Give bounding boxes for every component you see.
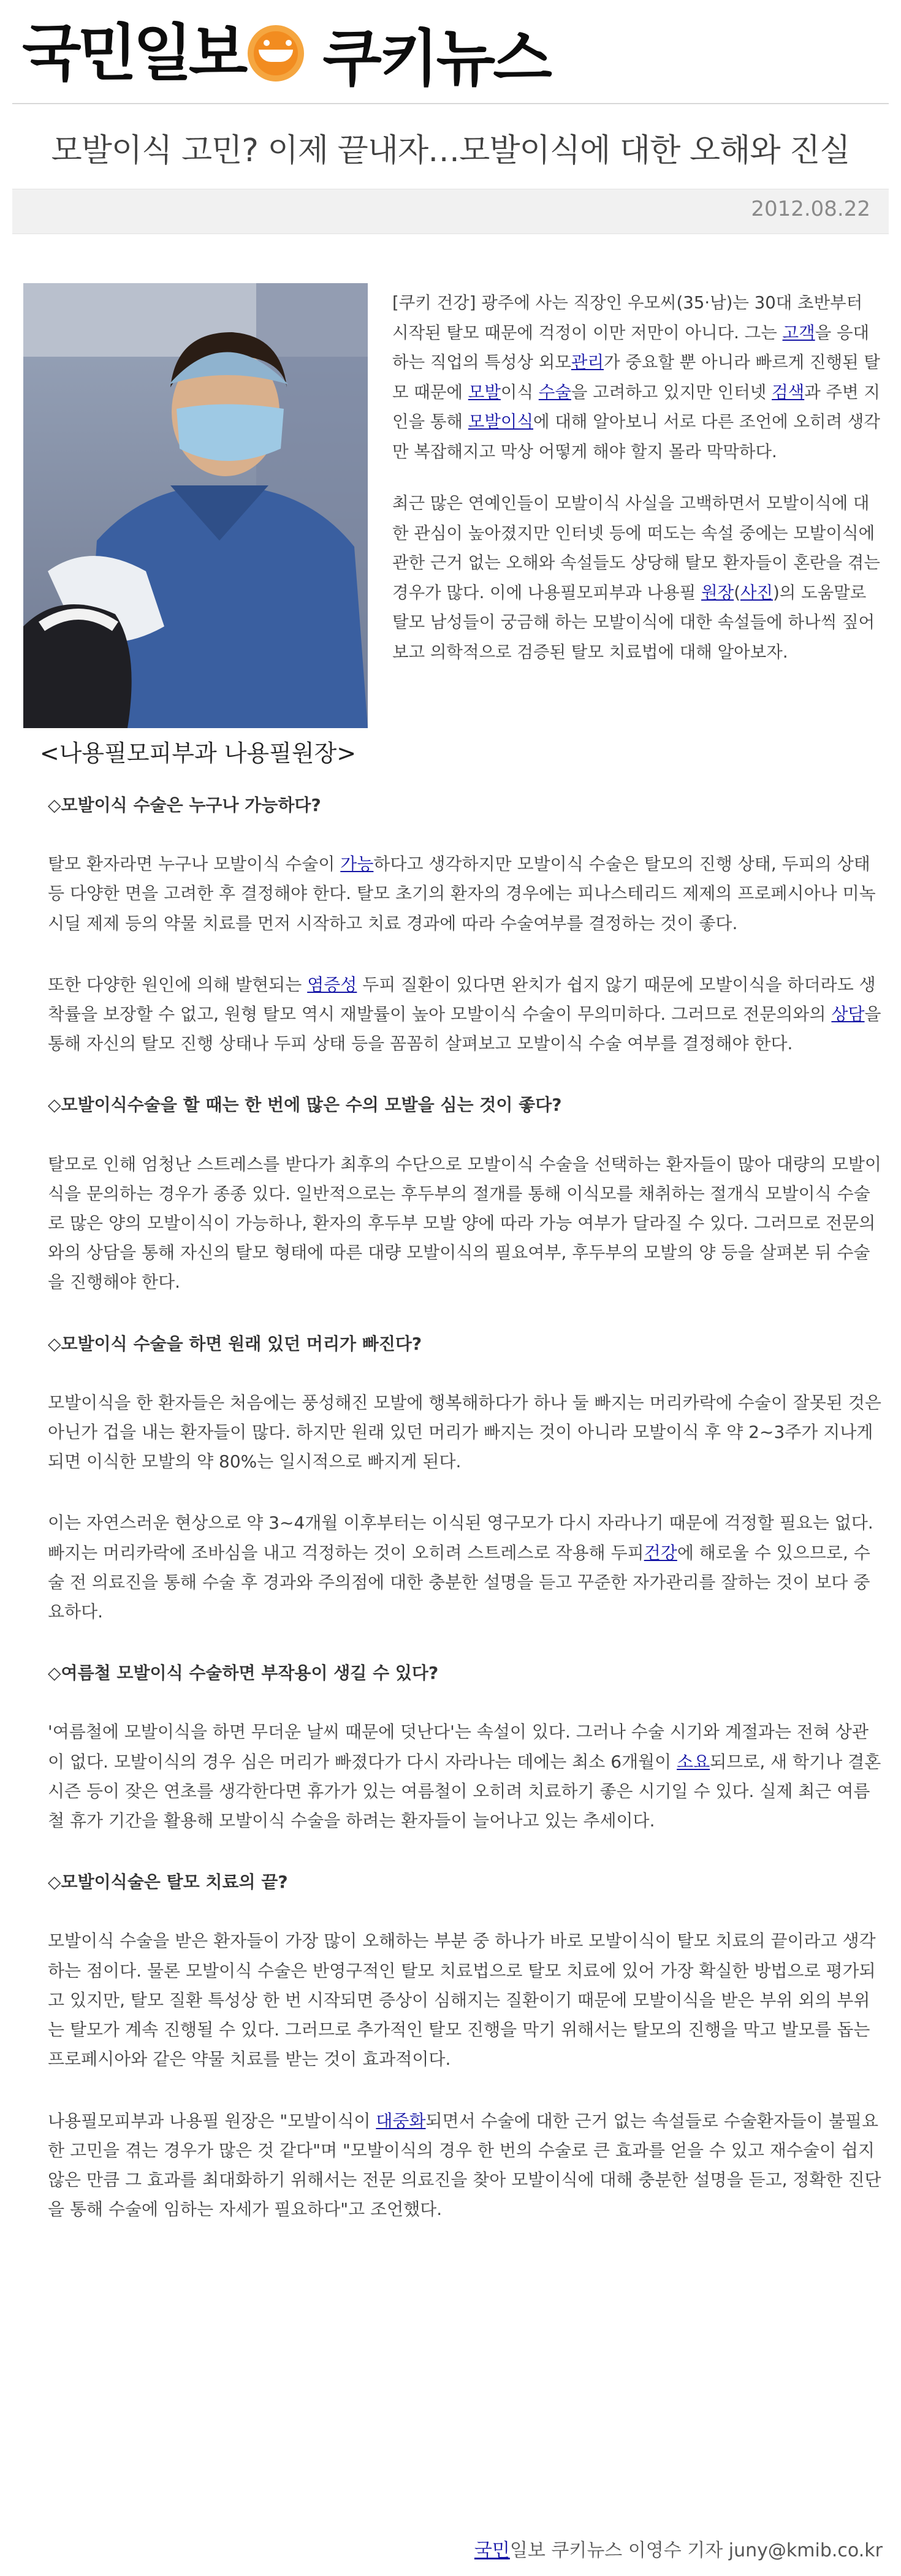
keyword-link[interactable]: 국민 [474,2540,510,2561]
byline: 국민일보 쿠키뉴스 이영수 기자 juny@kmib.co.kr [474,2540,883,2561]
body-paragraph: 나용필모피부과 나용필 원장은 "모발이식이 대중화되면서 수술에 대한 근거 없는 속설들로 수술환자들이 불필요한 고민을 겪는 경우가 많은 것 같다"며 "모발이식의 경우 한 번의 수술로 큰 효과를 얻을 수 있고 재수술이 쉽지 않은 만큼 그 효과를 최대화하기 위해서는 전문 의료진을 찾아 모발이식에 대해 충분한 설명을 듣고, 정확한 진단을 통해 수술에 임하는 자세가 필요하다"고 조언했다. [48,2110,881,2220]
keyword-link[interactable]: 사진 [740,582,774,602]
keyword-link[interactable]: 염증성 [307,974,357,995]
doctor-photo-illustration [23,283,368,728]
article-date: 2012.08.22 [751,197,870,221]
intro-paragraph: 최근 많은 연예인들이 모발이식 사실을 고백하면서 모발이식에 대한 관심이 높아졌지만 인터넷 등에 떠도는 속설 중에는 모발이식에 관한 근거 없는 오해와 속설들도 상당해 탈모 환자들이 혼란을 겪는 경우가 많다. 이에 나용필모피부과 나용필 원장(사진)의 도움말로 탈모 남성들이 궁금해 하는 모발이식에 대한 속설들에 하나씩 짚어보고 의학적으로 검증된 탈모 치료법에 대해 알아보자. [392,493,880,662]
title-bar [12,103,889,190]
masthead-logo-right: 쿠키뉴스 [322,23,550,94]
body-paragraph: 이는 자연스러운 현상으로 약 3~4개월 이후부터는 이식된 영구모가 다시 자라나기 때문에 걱정할 필요는 없다. 빠지는 머리카락에 조바심을 내고 걱정하는 것이 오히려 스트레스로 작용해 두피건강에 해로울 수 있으므로, 수술 전 의료진을 통해 수술 후 경과와 주의점에 대한 충분한 설명을 듣고 꾸준한 자가관리를 잘하는 것이 보다 중요하다. [48,1513,873,1622]
keyword-link[interactable]: 상담 [831,1004,865,1025]
keyword-link[interactable]: 소요 [677,1751,710,1772]
keyword-link[interactable]: 관리 [571,352,604,372]
article-title: 모발이식 고민? 이제 끝내자…모발이식에 대한 오해와 진실 [51,132,850,169]
body-paragraph: 모발이식을 한 환자들은 처음에는 풍성해진 모발에 행복해하다가 하나 둘 빠지는 머리카락에 수술이 잘못된 것은 아닌가 겁을 내는 환자들이 많다. 하지만 원래 있던 머리가 빠지는 것이 아니라 모발이식 후 약 2~3주가 지나게 되면 이식한 모발의 약 80%는 일시적으로 빠지게 된다. [48,1392,881,1472]
keyword-link[interactable]: 수술 [538,382,571,402]
keyword-link[interactable]: 원장 [701,582,734,602]
date-bar [12,189,889,234]
keyword-link[interactable]: 모발 [468,382,501,402]
intro-text [392,288,883,689]
section-heading: ◇여름철 모발이식 수술하면 부작용이 생길 수 있다? [48,1663,439,1684]
smile-logo-icon [248,25,304,82]
section-heading: ◇모발이식 수술을 하면 원래 있던 머리가 빠진다? [48,1333,422,1354]
body-paragraph: 탈모로 인해 엄청난 스트레스를 받다가 최후의 수단으로 모발이식 수술을 선택하는 환자들이 많아 대량의 모발이식을 문의하는 경우가 종종 있다. 일반적으로는 후두부의 절개를 통해 이식모를 채취하는 절개식 모발이식 수술로 많은 양의 모발이식이 가능하나, 환자의 후두부 모발 양에 따라 가능 여부가 달라질 수 있다. 그러므로 전문의와의 상담을 통해 자신의 탈모 형태에 따른 대량 모발이식의 필요여부, 후두부의 모발의 양 등을 살펴본 뒤 수술을 진행해야 한다. [48,1153,881,1293]
masthead[interactable] [22,13,550,93]
keyword-link[interactable]: 가능 [340,854,374,875]
photo-caption: <나용필모피부과 나용필원장> [39,740,357,767]
keyword-link[interactable]: 검색 [772,382,805,402]
keyword-link[interactable]: 고객 [782,322,815,343]
intro-paragraph: [쿠키 건강] 광주에 사는 직장인 우모씨(35·남)는 30대 초반부터 시작된 탈모 때문에 걱정이 이만 저만이 아니다. 그는 고객을 응대하는 직업의 특성상 외모관리가 중요할 뿐 아니라 빠르게 진행된 탈모 때문에 모발이식 수술을 고려하고 있지만 인터넷 검색과 주변 지인을 통해 모발이식에 대해 알아보니 서로 다른 조언에 오히려 생각만 복잡해지고 막상 어떻게 해야 할지 몰라 막막하다. [392,293,880,462]
section-heading: ◇모발이식술은 탈모 치료의 끝? [48,1872,288,1893]
keyword-link[interactable]: 모발이식 [468,412,534,431]
doctor-photo [23,283,368,728]
body-paragraph: 탈모 환자라면 누구나 모발이식 수술이 가능하다고 생각하지만 모발이식 수술은 탈모의 진행 상태, 두피의 상태 등 다양한 면을 고려한 후 결정해야 한다. 탈모 초기의 환자의 경우에는 피나스테리드 제제의 프로페시아나 미녹시딜 제제 등의 약물 치료를 먼저 시작하고 치료 경과에 따라 수술여부를 결정하는 것이 좋다. [48,854,876,933]
section-heading: ◇모발이식 수술은 누구나 가능하다? [48,795,321,815]
body-paragraph: 또한 다양한 원인에 의해 발현되는 염증성 두피 질환이 있다면 완치가 쉽지 않기 때문에 모발이식을 하더라도 생착률을 보장할 수 없고, 원형 탈모 역시 재발률이 높아 모발이식 수술이 무의미하다. 그러므로 전문의와의 상담을 통해 자신의 탈모 진행 상태나 두피 상태 등을 꼼꼼히 살펴보고 모발이식 수술 여부를 결정해야 한다. [48,974,881,1054]
masthead-logo-left: 국민일보 [22,17,245,89]
keyword-link[interactable]: 대중화 [376,2110,426,2131]
section-heading: ◇모발이식수술을 할 때는 한 번에 많은 수의 모발을 심는 것이 좋다? [48,1095,562,1115]
article-body [48,791,883,2256]
body-paragraph: '여름철에 모발이식을 하면 무더운 날씨 때문에 덧난다'는 속설이 있다. 그러나 수술 시기와 계절과는 전혀 상관이 없다. 모발이식의 경우 심은 머리가 빠졌다가 다시 자라나는 데에는 최소 6개월이 소요되므로, 새 학기나 결혼 시즌 등이 잦은 연초를 생각한다면 휴가가 있는 여름철이 오히려 치료하기 좋은 시기일 수 있다. 실제 최근 여름철 휴가 기간을 활용해 모발이식 수술을 하려는 환자들이 늘어나고 있는 추세이다. [48,1722,881,1831]
keyword-link[interactable]: 건강 [644,1542,677,1563]
body-paragraph: 모발이식 수술을 받은 환자들이 가장 많이 오해하는 부분 중 하나가 바로 모발이식이 탈모 치료의 끝이라고 생각하는 점이다. 물론 모발이식 수술은 반영구적인 탈모 치료법으로 탈모 치료에 있어 가장 확실한 방법으로 평가되고 있지만, 탈모 질환 특성상 한 번 시작되면 증상이 심해지는 질환이기 때문에 모발이식을 받은 부위 외의 부위는 탈모가 계속 진행될 수 있다. 그러므로 추가적인 탈모 진행을 막기 위해서는 탈모의 진행을 막고 발모를 돕는 프로페시아와 같은 약물 치료를 받는 것이 효과적이다. [48,1931,876,2070]
